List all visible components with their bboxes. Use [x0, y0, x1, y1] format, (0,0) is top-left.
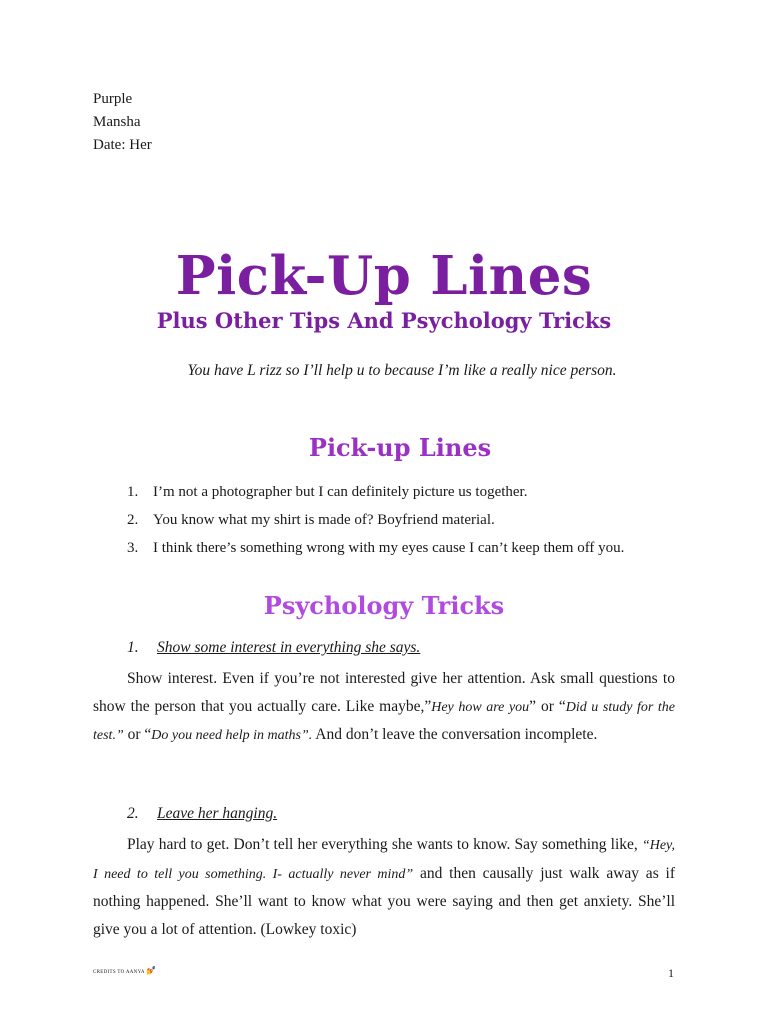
header-line-color: Purple	[93, 91, 133, 107]
pickup-lines-list	[127, 478, 624, 562]
quote-text: Do you need help in maths”.	[151, 728, 313, 743]
paragraph-text: or “	[123, 726, 152, 743]
paragraph-text: Play hard to get. Don’t tell her everything she wants to know. Say something like,	[127, 836, 642, 853]
paragraph-text: and then causally just walk away as if nothing happened. She’ll want to know what you were saying and then get anxiety. She’ll give you a lot of attention. (Lowkey toxic)	[93, 864, 675, 938]
quote-text: Hey how are you	[431, 699, 530, 715]
list-item-number: 1.	[127, 484, 139, 500]
list-item-text: You know what my shirt is made of? Boyfriend material.	[153, 512, 495, 528]
document-header	[93, 88, 152, 157]
list-item	[127, 534, 624, 562]
list-item	[127, 478, 624, 506]
paragraph-text: Show interest. Even if you’re not interested give her attention. Ask small questions to show the person that you actually care. Like maybe,”	[93, 670, 675, 715]
list-item-text: I think there’s something wrong with my eyes cause I can’t keep them off you.	[153, 540, 625, 556]
paragraph-text: ” or “	[529, 697, 566, 715]
header-line-name: Mansha	[93, 114, 141, 130]
trick-number: 1.	[127, 639, 139, 656]
paragraph-text: And don’t leave the conversation incomplete.	[312, 726, 598, 743]
quote-text: “Hey, I need to tell you something. I- actually never mind”	[93, 838, 675, 882]
list-item-number: 3.	[127, 540, 139, 556]
trick-2-heading	[127, 803, 277, 825]
trick-1-heading	[127, 637, 420, 659]
trick-title: Leave her hanging.	[157, 805, 278, 822]
header-line-date: Date: Her	[93, 137, 152, 153]
trick-1-paragraph	[93, 665, 675, 750]
trick-2-paragraph	[93, 831, 675, 943]
trick-title: Show some interest in everything she says.	[157, 639, 421, 656]
list-item-number: 2.	[127, 512, 139, 528]
nail-polish-icon: 💅	[146, 966, 157, 975]
list-item-text: I’m not a photographer but I can definitely picture us together.	[153, 484, 528, 500]
credits-text: CREDITS TO AANYA	[93, 970, 145, 975]
footer-credits	[93, 967, 156, 977]
list-item	[127, 506, 624, 534]
page-number: 1	[668, 966, 674, 980]
trick-number: 2.	[127, 805, 139, 822]
quote-text: Did u study for the test.”	[93, 699, 675, 743]
section-heading-psychology-tricks: Psychology Tricks	[263, 591, 505, 620]
page-subtitle: Plus Other Tips And Psychology Tricks	[156, 308, 612, 333]
section-heading-pickup-lines: Pick-up Lines	[308, 433, 492, 462]
page-title: Pick-Up Lines	[175, 245, 593, 307]
tagline: You have L rizz so I’ll help u to because I’m like a really nice person.	[187, 362, 617, 379]
